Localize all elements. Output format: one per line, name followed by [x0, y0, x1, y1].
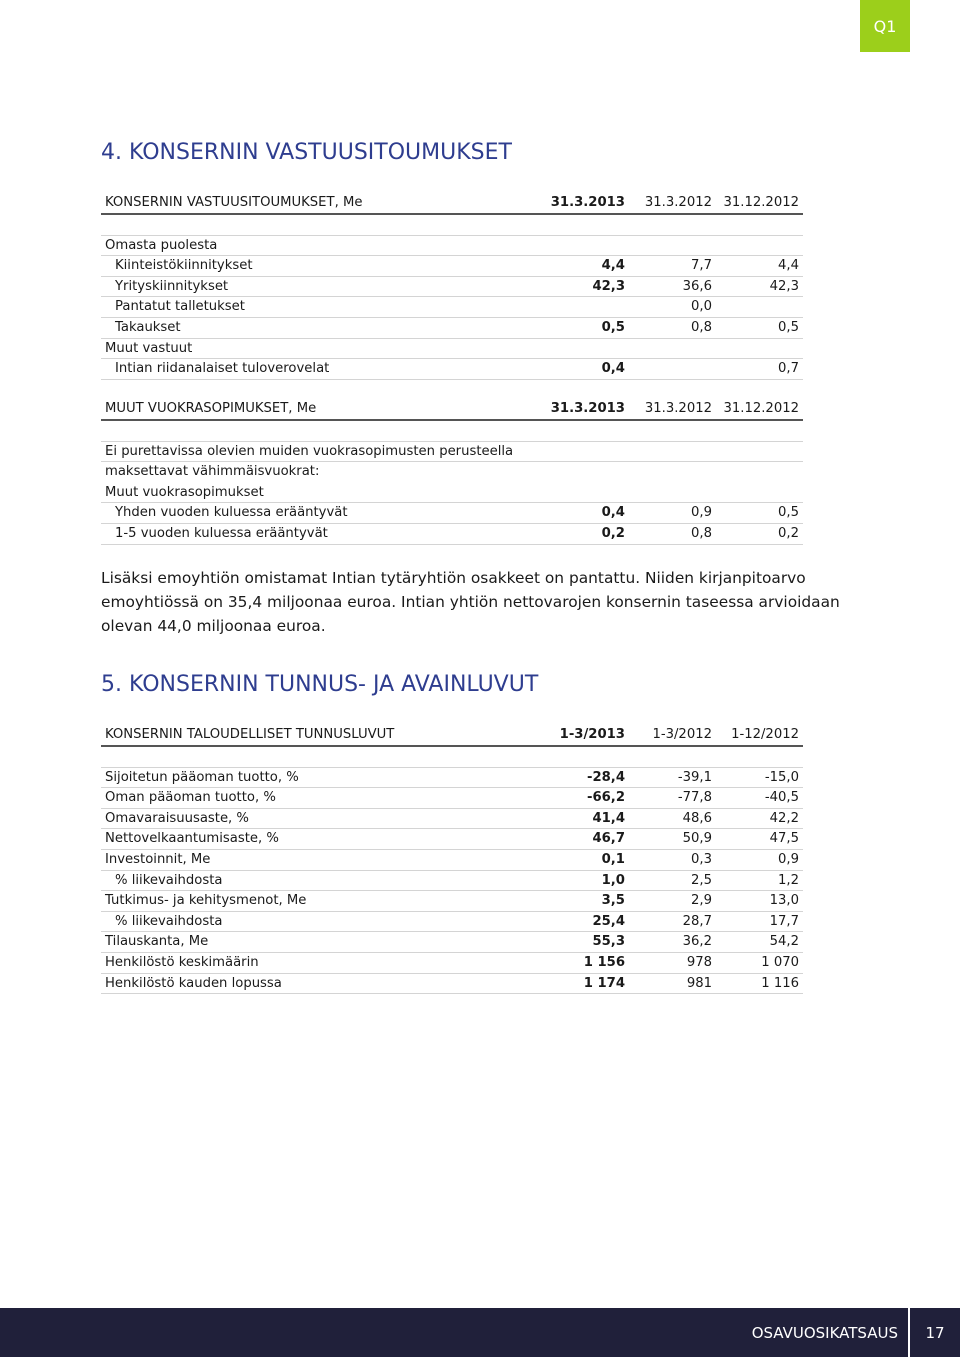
table-row — [101, 503, 803, 524]
row-col-3: 1 070 — [761, 954, 799, 970]
row-col-3: 13,0 — [769, 893, 799, 909]
table-row — [101, 809, 803, 830]
table-header — [101, 193, 803, 215]
commitments-table — [101, 193, 803, 380]
table-row — [101, 524, 803, 545]
row-col-3: 0,5 — [778, 505, 799, 521]
row-label: Omavaraisuusaste, % — [105, 810, 249, 826]
header-label: MUUT VUOKRASOPIMUKSET, Me — [105, 401, 317, 416]
header-col-1: 1-3/2013 — [559, 727, 625, 742]
row-col-2: 2,5 — [691, 872, 712, 888]
header-col-1: 31.3.2013 — [550, 195, 625, 210]
row-col-1: 0,2 — [601, 525, 625, 541]
table-row — [101, 932, 803, 953]
header-col-3: 31.12.2012 — [723, 401, 799, 416]
row-col-2: 0,9 — [691, 505, 712, 521]
table-row — [101, 953, 803, 974]
table-row — [101, 850, 803, 871]
row-col-2: 36,2 — [682, 934, 712, 950]
row-col-1: -66,2 — [586, 790, 625, 806]
table-header — [101, 399, 803, 421]
table-row — [101, 768, 803, 789]
row-col-2: 978 — [686, 954, 712, 970]
footer-title: OSAVUOSIKATSAUS — [751, 1324, 898, 1342]
row-col-2: 0,8 — [691, 525, 712, 541]
row-col-2: -77,8 — [677, 790, 712, 806]
row-col-2: 0,0 — [691, 299, 712, 315]
quarter-badge: Q1 — [860, 0, 910, 52]
spacer-row — [101, 421, 803, 442]
row-label: Investoinnit, Me — [105, 851, 211, 867]
header-col-2: 31.3.2012 — [644, 401, 712, 416]
table-row — [101, 297, 803, 318]
row-col-1: 25,4 — [592, 913, 625, 929]
row-label: Henkilöstö kauden lopussa — [105, 975, 282, 991]
table-row — [101, 891, 803, 912]
table-row — [101, 318, 803, 339]
row-label: Tutkimus- ja kehitysmenot, Me — [105, 893, 307, 909]
table-row — [101, 359, 803, 380]
table-row — [101, 442, 803, 463]
row-label: 1-5 vuoden kuluessa erääntyvät — [115, 525, 328, 541]
leases-table — [101, 399, 803, 545]
row-col-1: 1 156 — [583, 954, 625, 970]
row-col-3: 17,7 — [769, 913, 799, 929]
table-row — [101, 974, 803, 995]
row-label: Kiinteistökiinnitykset — [115, 258, 253, 274]
row-col-3: 47,5 — [769, 831, 799, 847]
spacer-row — [101, 215, 803, 236]
row-col-3: 0,9 — [778, 851, 799, 867]
row-col-2: 981 — [686, 975, 712, 991]
row-col-1: 55,3 — [592, 934, 625, 950]
table-row — [101, 339, 803, 360]
row-col-1: 0,4 — [601, 361, 625, 377]
table-header — [101, 725, 803, 747]
page-number: 17 — [925, 1324, 945, 1342]
row-col-2: 36,6 — [682, 278, 712, 294]
header-col-3: 31.12.2012 — [723, 195, 799, 210]
table-row — [101, 277, 803, 298]
row-col-1: 42,3 — [592, 278, 625, 294]
row-col-1: 0,4 — [601, 505, 625, 521]
row-col-2: 0,8 — [691, 319, 712, 335]
key-figures-table — [101, 725, 803, 994]
row-col-3: -40,5 — [764, 790, 799, 806]
header-col-2: 1-3/2012 — [652, 727, 712, 742]
row-col-2: -39,1 — [677, 769, 712, 785]
header-label: KONSERNIN VASTUUSITOUMUKSET, Me — [105, 195, 363, 210]
row-col-2: 0,3 — [691, 851, 712, 867]
row-col-3: 4,4 — [778, 258, 799, 274]
row-col-3: 1,2 — [778, 872, 799, 888]
table-row — [101, 483, 803, 504]
row-col-1: 0,5 — [601, 319, 625, 335]
row-col-1: 1 174 — [583, 975, 625, 991]
row-col-3: 42,2 — [769, 810, 799, 826]
row-label: Intian riidanalaiset tuloverovelat — [115, 361, 330, 377]
header-col-3: 1-12/2012 — [731, 727, 799, 742]
row-col-1: 41,4 — [592, 810, 625, 826]
table-row — [101, 236, 803, 257]
row-label: Tilauskanta, Me — [105, 934, 209, 950]
table-row — [101, 256, 803, 277]
row-label: Ei purettavissa olevien muiden vuokrasopimusten perusteella — [105, 443, 514, 459]
header-col-1: 31.3.2013 — [550, 401, 625, 416]
row-col-1: 3,5 — [601, 893, 625, 909]
row-label: Oman pääoman tuotto, % — [105, 790, 276, 806]
spacer-row — [101, 747, 803, 768]
row-label: Muut vuokrasopimukset — [105, 484, 264, 500]
header-col-2: 31.3.2012 — [644, 195, 712, 210]
row-label: Takaukset — [115, 319, 181, 335]
row-col-2: 2,9 — [691, 893, 712, 909]
row-col-1: 1,0 — [601, 872, 625, 888]
row-label: Nettovelkaantumisaste, % — [105, 831, 279, 847]
section-4-title: 4. KONSERNIN VASTUUSITOUMUKSET — [101, 140, 512, 165]
row-col-2: 28,7 — [682, 913, 712, 929]
section-5-title: 5. KONSERNIN TUNNUS- JA AVAINLUVUT — [101, 672, 539, 697]
table-row — [101, 788, 803, 809]
row-col-1: 0,1 — [601, 851, 625, 867]
row-col-2: 50,9 — [682, 831, 712, 847]
row-label: maksettavat vähimmäisvuokrat: — [105, 464, 320, 480]
row-label: % liikevaihdosta — [115, 913, 223, 929]
row-label: Pantatut talletukset — [115, 299, 245, 315]
row-col-1: 46,7 — [592, 831, 625, 847]
row-col-3: 42,3 — [769, 278, 799, 294]
pledge-paragraph: Lisäksi emoyhtiön omistamat Intian tytäryhtiön osakkeet on pantattu. Niiden kirjanpitoarvo emoyhtiössä on 35,4 miljoonaa euroa. Intian yhtiön nettovarojen konsernin taseessa arvioidaan olevan 44,0 miljoonaa euroa. — [101, 569, 840, 636]
row-label: Henkilöstö keskimäärin — [105, 954, 259, 970]
row-label: Yhden vuoden kuluessa erääntyvät — [115, 505, 348, 521]
row-col-3: 0,7 — [778, 361, 799, 377]
row-col-3: 0,2 — [778, 525, 799, 541]
row-label: Sijoitetun pääoman tuotto, % — [105, 769, 299, 785]
table-row — [101, 871, 803, 892]
row-col-3: 1 116 — [761, 975, 799, 991]
row-col-2: 48,6 — [682, 810, 712, 826]
row-label: Yrityskiinnitykset — [115, 278, 229, 294]
row-label: Omasta puolesta — [105, 237, 218, 253]
table-row — [101, 912, 803, 933]
row-label: Muut vastuut — [105, 340, 193, 356]
table-row — [101, 829, 803, 850]
row-col-1: -28,4 — [586, 769, 625, 785]
row-col-3: -15,0 — [764, 769, 799, 785]
row-col-3: 54,2 — [769, 934, 799, 950]
row-label: % liikevaihdosta — [115, 872, 223, 888]
header-label: KONSERNIN TALOUDELLISET TUNNUSLUVUT — [105, 727, 395, 742]
row-col-3: 0,5 — [778, 319, 799, 335]
table-row — [101, 462, 803, 483]
row-col-2: 7,7 — [691, 258, 712, 274]
row-col-1: 4,4 — [601, 258, 625, 274]
